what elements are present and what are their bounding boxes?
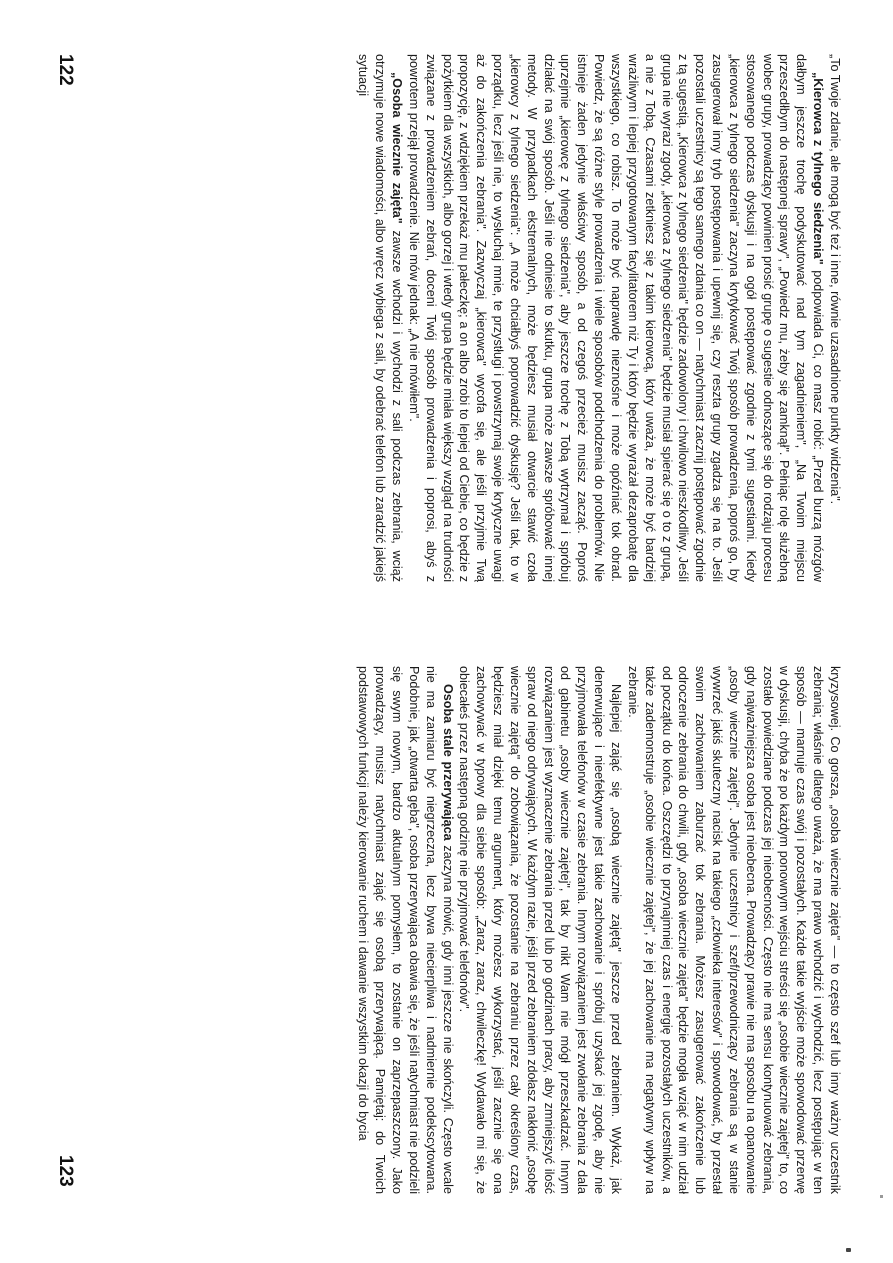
right-paragraph-1 (624, 666, 843, 1194)
right-paragraph-2-text: Najlepiej zająć się „osobą wiecznie zajętą" jeszcze przed zebraniem. Wykaż, jak denerwujące i nieefektywne jest takie zachowanie i spróbuj uzyskać jej zgodę, aby nie przyjmowała telefonów w czasie zebrania. Innym rozwiązaniem jest zwołanie zebrania z dala od gabinetu „osoby wiecznie zajętej", tak by nikt Wam nie mógł przeszkadzać. Innym rozwiązaniem jest wyznaczenie zebrania przed lub po godzinach pracy, aby zmniejszyć ilość spraw od niego odrywających. W każdym razie, jeśli przed zebraniem zdołasz nakłonić „osobę wiecznie zajętą" do zobowiązania, że pozostanie na zebraniu przez cały określony czas, będziesz miał dzięki temu argument, który możesz wykorzystać, jeśli zacznie się ona zachowywać w typowy dla siebie sposób: „Zaraz, zaraz, chwileczkę! Wydawało mi się, że obiecałeś przez następną godzinę nie przyjmować telefonów". (457, 666, 624, 1194)
left-paragraph-2-heading: „Kierowca z tylnego siedzenia" (811, 72, 826, 265)
scan-speck-small (880, 1195, 883, 1198)
right-paragraph-3-heading: Osoba stale przerywająca (440, 684, 455, 841)
left-paragraph-2-text: podpowiada Ci, co masz robić: „Przed burzą mózgów dałbym jeszcze trochę podyskutować nad tym zagadnieniem", „Na Twoim miejscu przeszedłbym do następnej sprawy", „Powiedz mu, żeby się zamknął". Pełniąc rolę służebną wobec grupy, prowadzący powinien prosić grupę o sugestie odnoszące się do rodzaju procesu stosowanego podczas dyskusji i na ogół postępować zgodnie z tymi sugestiami. Kiedy „kierowca z tylnego siedzenia" zaczyna krytykować Twój sposób prowadzenia, poproś go, by zasugerował inny tryb postępowania i upewnij się, czy reszta grupy zgadza się na to. Jeśli pozostali uczestnicy są tego samego zdania co on — natychmiast zacznij postępować zgodnie z tą sugestią. „Kierowca z tylnego siedzenia" będzie zadowolony i chwilowo nieszkodliwy. Jeśli grupa nie wyrazi zgody, „kierowca z tylnego siedzenia" będzie musiał spierać się o to z grupą, a nie z Tobą. Czasami zetkniesz się z takim kierowcą, który uważa, że może być bardziej wrażliwym i lepiej przygotowanym facylitatorem niż Ty i który będzie wyrażał dezaprobatę dla wszystkiego, co robisz. To może być naprawdę nieznośne i może opóźniać tok obrad. Powiedz, że są różne style prowadzenia i wiele sposobów podchodzenia do problemów. Nie istnieje żaden jedynie właściwy sposób, a od czegoś przecież musisz zacząć. Poproś uprzejmie „kierowcę z tylnego siedzenia", aby jeszcze trochę z Tobą wytrzymał i spróbuj działać na swój sposób. Jeśli nie odniesie to skutku, grupa może zawsze spróbować innej metody. W przypadkach ekstremalnych, może będziesz musiał otwarcie stawić czoła „kierowcy z tylnego siedzenia": „A może chciałbyś poprowadzić dyskusję? Jeśli tak, to w porządku, lecz jeśli nie, to wysłuchaj mnie, te przystługi i powstrzymaj swoje krytyczne uwagi aż do zakończenia zebrania". Zazwyczaj „kierowca" wycofa się, ale jeśli przyjmie Twą propozycję, z wdziękiem przekaż mu pałeczkę; a on albo zrobi to lepiej od Ciebie, co będzie z pożytkiem dla wszystkich, albo gorzej i wtedy grupa będzie miała większy wzgląd na trudności związane z prowadzeniem zebrań, doceni Twój sposób prowadzenia i poprosi, abyś z powrotem przejął prowadzenie. Nie mów jednak: „A nie mówiłem". (406, 54, 826, 582)
right-paragraph-3-text: zaczyna mówić, gdy inni jeszcze nie skończyli. Często wcale nie ma zamiaru być niegrzeczna, lecz bywa niecierpliwa i nadmiernie podekscytowana. Podobnie, jak „otwarta gęba", osoba przerywająca obawia się, że jeśli natychmiast nie podzieli się swym nowym, bardzo aktualnym pomysłem, to zostanie on zaprzepaszczony. Jako prowadzący, musisz natychmiast zająć się osobą przerywającą. Pamiętaj: do Twoich podstawowych funkcji należy kierowanie ruchem i dawanie wszystkim okazji do bycia (356, 666, 455, 1194)
left-paragraph-3-text: zawsze wchodzi i wychodzi z sali podczas zebrania, wciąż otrzymuje nowe wiadomości, albo wręcz wybiega z sali, by odebrać telefon lub zaradzić jakiejś sytuacji (356, 54, 405, 582)
left-paragraph-1 (826, 54, 843, 582)
right-page-number: 123 (55, 1155, 76, 1187)
right-paragraph-3 (355, 666, 456, 1194)
left-paragraph-3 (355, 54, 406, 582)
left-page-number: 122 (55, 54, 76, 86)
left-page (83, 54, 843, 582)
left-paragraph-1-text: „To Twoje zdanie, ale mogą być też i inne, równie uzasadnione punkty widzenia". (828, 54, 842, 505)
scan-speck (846, 1248, 851, 1252)
right-paragraph-1-text: kryzysowej. Co gorsza, „osoba wiecznie zajęta" — to często szef lub inny ważny uczestnik zebrania; właśnie dlatego uważa, że ma prawo wchodzić i wychodzić, lecz postępując w ten sposób — marnuje czas swój i pozostałych. Każde takie wyjście może spowodować przerwę w dyskusji, chyba że po każdym ponownym wejściu streści się „osobie wiecznie zajętej" to, co zostało powiedziane podczas jej nieobecności. Często nie ma sensu kontynuować zebrania, gdy najważniejsza osoba jest nieobecna. Prowadzący prawie nie ma sposobu na opanowanie „osoby wiecznie zajętej". Jedynie uczestnicy i szef/przewodniczący zebrania są w stanie wywrzeć jakiś skuteczny nacisk na takiego „człowieka interesów" i spowodować, by przestał swoim zachowaniem zaburzać tok zebrania. Możesz zasugerować zakończenie lub odroczenie zebrania do chwili, gdy „osoba wiecznie zajęta" będzie mogła wziąć w nim udział od początku do końca. Oszczędzi to przynajmniej czas i energię pozostałych uczestników, a także zademonstruje „osobie wiecznie zajętej", że jej zachowanie ma negatywny wpływ na zebranie. (625, 666, 842, 1194)
left-paragraph-3-heading: „Osoba wiecznie zajęta" (390, 72, 405, 224)
right-page (83, 666, 843, 1194)
right-paragraph-2 (456, 666, 624, 1194)
left-paragraph-2 (405, 54, 826, 582)
